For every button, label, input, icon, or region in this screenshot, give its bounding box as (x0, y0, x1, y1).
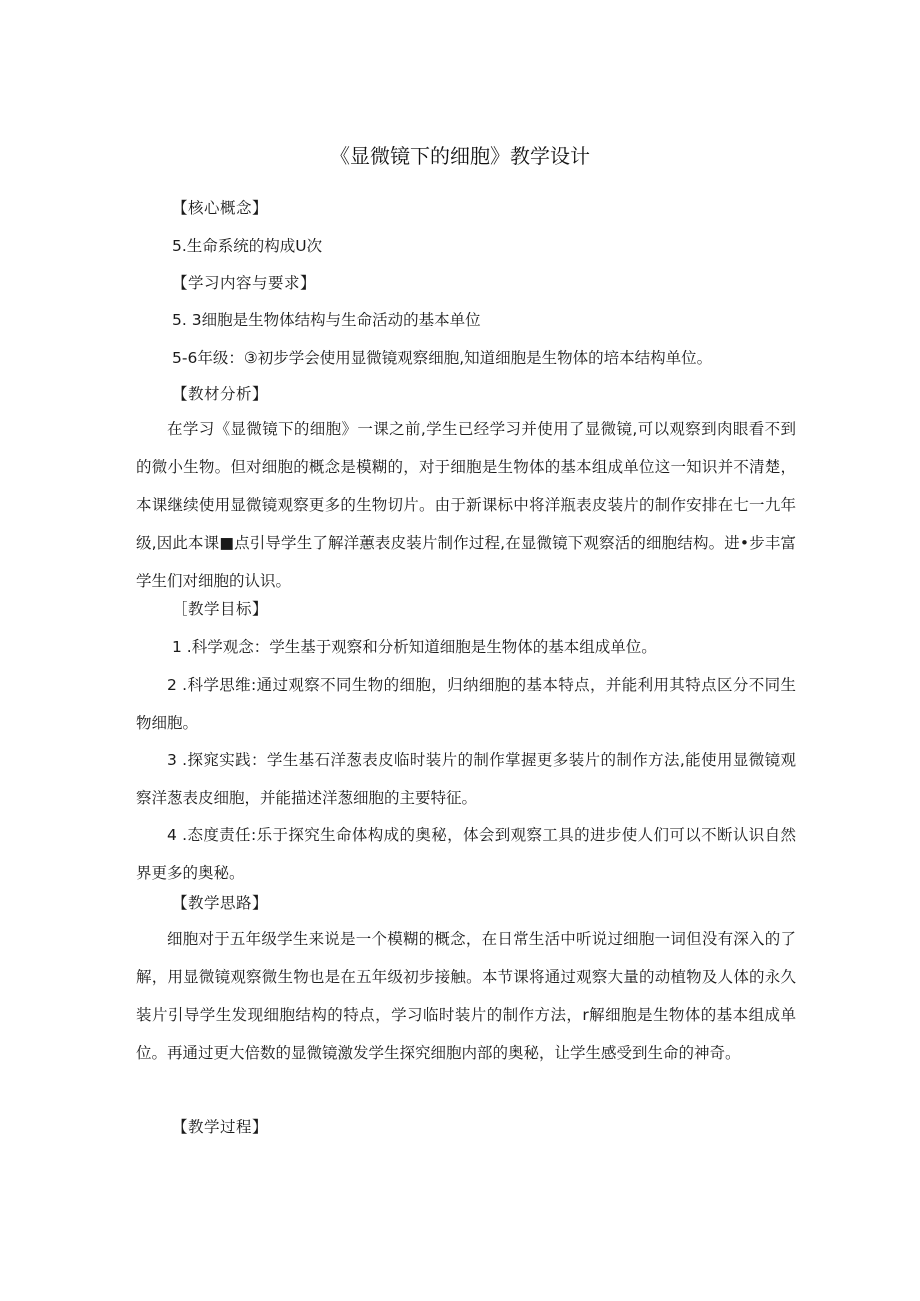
teaching-process-heading: 【教学过程】 (172, 1118, 269, 1136)
teaching-approach-heading: 【教学思路】 (172, 894, 269, 912)
core-concept-heading: 【核心概念】 (172, 199, 269, 217)
textbook-analysis-paragraph: 在学习《显微镜下的细胞》一课之前,学生已经学习并使用了显微镜,可以观察到肉眼看不到的微小生物。但对细胞的概念是模糊的，对于细胞是生物体的基本组成单位这一知识并不清楚，本课继续使用显微镜观察更多的生物切片。由于新课标中将洋瓶表皮装片的制作安排在七一九年级,因此本课■点引导学生了解洋蕙表皮装片制作过程,在显微镜下观察活的细胞结构。进•步丰富学生们对细胞的认识。 (136, 420, 796, 590)
teaching-approach-paragraph: 细胞对于五年级学生来说是一个模糊的概念，在日常生活中听说过细胞一词但没有深入的了解，用显微镜观察微生物也是在五年级初步接触。本节课将通过观察大量的动植物及人体的永久装片引导学生发现细胞结构的特点，学习临时装片的制作方法，r解细胞是生物体的基本组成单位。再通过更大倍数的显微镜激发学生探究细胞内部的奥秘，让学生感受到生命的神奇。 (136, 930, 796, 1062)
teaching-goal-1: 1 .科学观念：学生基于观察和分析知道细胞是生物体的基本组成单位。 (172, 638, 657, 656)
teaching-goal-3: 3 .探窕实践：学生基石洋葱表皮临时装片的制作掌握更多装片的制作方法,能使用显微镜观察洋葱表皮细胞，并能描述洋葱细胞的主要特征。 (136, 751, 796, 807)
content-requirements-heading: 【学习内容与要求】 (172, 274, 317, 292)
document-title: 《显微镜下的细胞》教学设计 (330, 144, 590, 168)
teaching-goal-2: 2 .科学思维:通过观察不同生物的细胞，归纳细胞的基本特点，并能利用其特点区分不同生物细胞。 (136, 676, 796, 732)
teaching-goal-4: 4 .态度责任:乐于探究生命体构成的奥秘，体会到观察工具的进步使人们可以不断认识自然界更多的奥秘。 (136, 826, 796, 882)
content-requirement-item-2: 5-6年级：③初步学会使用显微镜观察细胞,知道细胞是生物体的培本结构单位。 (172, 349, 713, 367)
content-requirement-item-1: 5. 3细胞是生物体结构与生命活动的基本单位 (172, 311, 481, 329)
textbook-analysis-heading: 【教材分析】 (172, 385, 269, 403)
teaching-goals-heading: ［教学目标】 (172, 600, 269, 618)
core-concept-item: 5.生命系统的构成U次 (172, 237, 323, 255)
